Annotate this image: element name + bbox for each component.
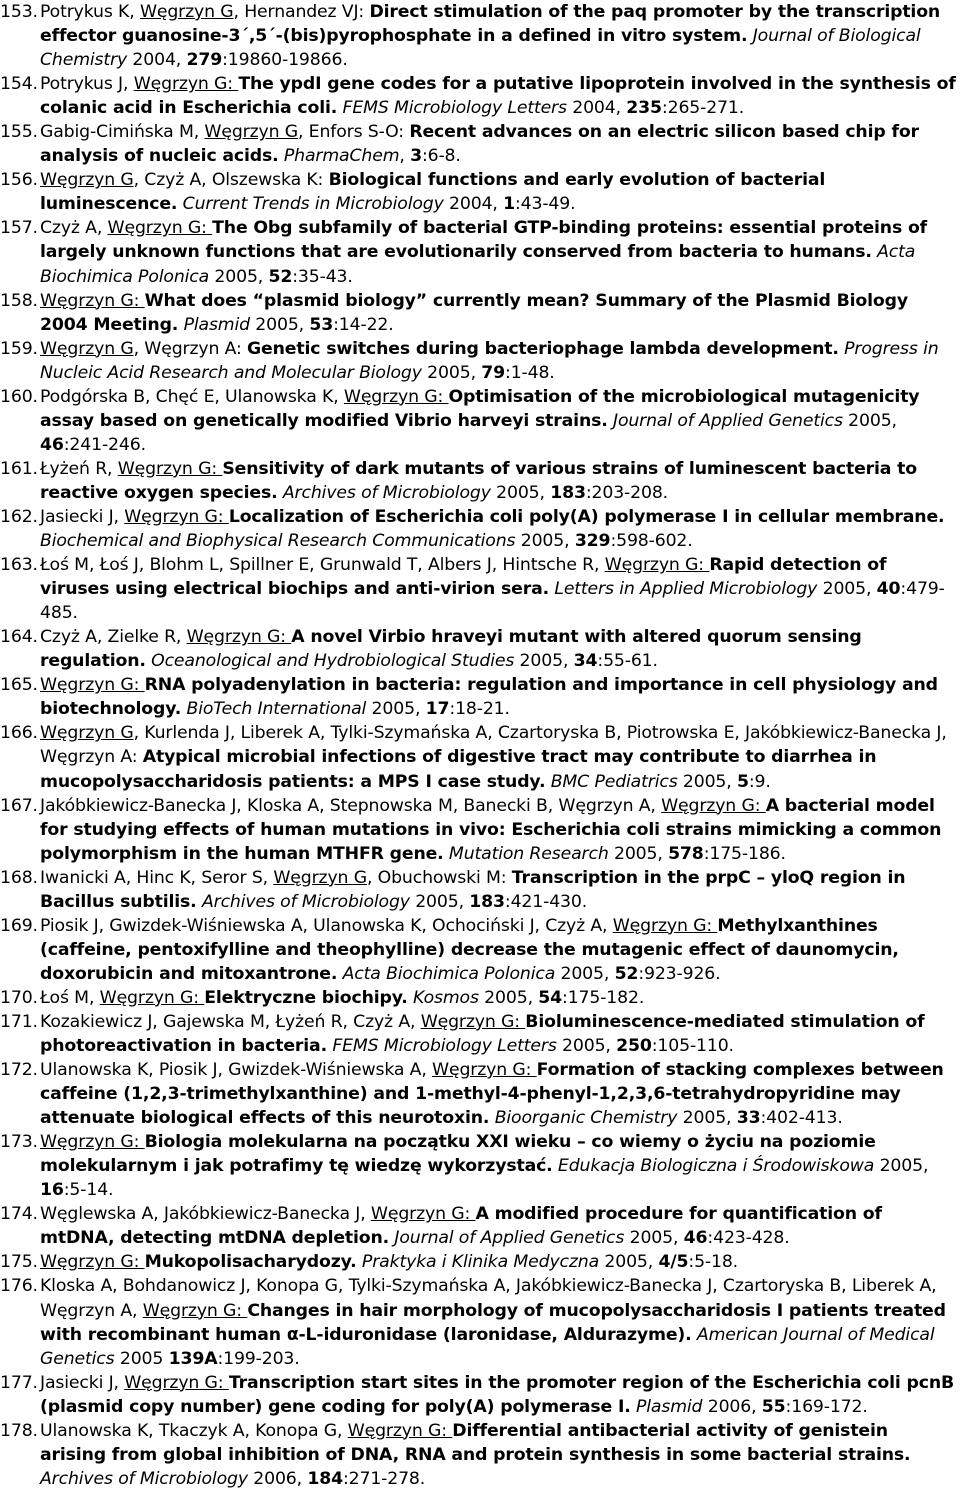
reference-number: 163.	[0, 555, 38, 576]
reference-number: 165.	[0, 675, 38, 696]
reference-number: 161.	[0, 458, 38, 479]
reference-authors-rest: , Czyż A, Olszewska K:	[133, 170, 329, 191]
reference-text	[40, 337, 956, 385]
reference-pages: :43-49.	[514, 194, 576, 215]
reference-year: 2005,	[515, 531, 575, 552]
reference-number: 171.	[0, 1011, 38, 1032]
reference-volume: 53	[309, 314, 334, 335]
reference-year: 2005,	[599, 1252, 659, 1273]
reference-journal: Bioorganic Chemistry	[489, 1108, 678, 1129]
reference-year: 2005,	[421, 362, 482, 383]
reference-year: 2005,	[514, 651, 574, 672]
reference-text	[40, 794, 956, 866]
reference-authors: Jasiecki J,	[40, 506, 125, 527]
reference-journal: Acta Biochimica Polonica	[337, 963, 556, 984]
reference-title: Methylxanthines (caffeine, pentoxifylline and theophylline) decrease the mutagenic effect of daunomycin, doxorubicin and mitoxantrone.	[40, 915, 899, 984]
reference-authors: Kozakiewicz J, Gajewska M, Łyżeń R, Czyż A,	[40, 1011, 421, 1032]
reference-authors-rest: , Enfors S-O:	[298, 122, 410, 143]
reference-authors-rest: , Hernandez VJ:	[233, 2, 370, 22]
reference-item	[0, 1250, 956, 1274]
reference-pages: :55-61.	[597, 651, 658, 672]
reference-number: 170.	[0, 987, 38, 1008]
reference-year: 2005,	[409, 891, 470, 912]
reference-journal: Letters in Applied Microbiology	[549, 579, 818, 600]
reference-authors: Podgórska B, Chęć E, Ulanowska K,	[40, 386, 344, 407]
reference-number: 162.	[0, 506, 38, 527]
reference-pages: :35-43.	[292, 266, 353, 287]
reference-journal: BMC Pediatrics	[545, 771, 678, 792]
reference-title: Mukopolisacharydozy.	[144, 1252, 357, 1273]
reference-title: Elektryczne biochipy.	[204, 987, 408, 1008]
reference-number: 155.	[0, 122, 38, 143]
reference-title: A bacterial model for studying effects of human mutations in vivo: Escherichia coli strains mimicking a common polymorphism in the human MTHFR gene.	[40, 795, 942, 864]
reference-journal: BioTech International	[181, 699, 367, 720]
reference-volume: 16	[40, 1180, 64, 1201]
reference-item	[0, 289, 956, 337]
reference-year: 2005,	[478, 987, 539, 1008]
reference-item	[0, 216, 956, 288]
reference-author-highlighted: Węgrzyn G:	[612, 915, 718, 936]
reference-text	[40, 1130, 956, 1202]
reference-authors: Czyż A, Zielke R,	[40, 627, 187, 648]
reference-journal: Mutation Research	[443, 843, 609, 864]
reference-pages: :175-186.	[703, 843, 786, 864]
reference-text	[40, 457, 956, 505]
reference-pages: :175-182.	[562, 987, 645, 1008]
reference-text	[40, 120, 956, 168]
reference-item	[0, 1419, 956, 1491]
reference-journal: Oceanological and Hydrobiological Studies	[145, 651, 515, 672]
reference-volume: 34	[573, 651, 598, 672]
reference-year: 2004,	[566, 98, 627, 119]
reference-author-highlighted: Węgrzyn G:	[40, 675, 145, 696]
reference-title: Formation of stacking complexes between caffeine (1,2,3-trimethylxanthine) and 1-methyl-4-phenyl-1,2,3,6-tetrahydropyridine may attenuate biological effects of this neurotoxin.	[40, 1060, 944, 1129]
reference-author-highlighted: Węgrzyn G:	[432, 1060, 537, 1081]
reference-volume: 5	[736, 771, 749, 792]
reference-number: 173.	[0, 1132, 38, 1153]
reference-author-highlighted: Węgrzyn G	[204, 122, 298, 143]
reference-volume: 250	[616, 1036, 652, 1057]
reference-authors: Potrykus J,	[40, 74, 134, 95]
reference-pages: :271-278.	[342, 1468, 426, 1489]
reference-title: Rapid detection of viruses using electrical biochips and anti-virion sera.	[40, 555, 887, 600]
reference-journal: Progress in Nucleic Acid Research and Molecular Biology	[40, 338, 939, 383]
reference-title: Bioluminescence-mediated stimulation of photoreactivation in bacteria.	[40, 1011, 925, 1057]
reference-pages: :9.	[748, 771, 771, 792]
reference-pages: :18-21.	[449, 699, 510, 720]
reference-text	[40, 625, 956, 673]
reference-year: 2005,	[555, 963, 615, 984]
reference-volume: 578	[668, 843, 704, 864]
reference-volume: 3	[410, 146, 422, 167]
reference-authors: Ulanowska K, Tkaczyk A, Konopa G,	[40, 1420, 348, 1441]
reference-text	[40, 1371, 956, 1419]
reference-text	[40, 289, 956, 337]
reference-year: 2005	[114, 1348, 169, 1369]
reference-item	[0, 385, 956, 457]
reference-authors: Ulanowska K, Piosik J, Gwizdek-Wiśniewska A,	[40, 1060, 433, 1081]
reference-title: Changes in hair morphology of mucopolysaccharidosis I patients treated with recombinant human α-L-iduronidase (laronidase, Aldurazyme).	[40, 1300, 946, 1345]
reference-title: RNA polyadenylation in bacteria: regulation and importance in cell physiology and biotechnology.	[40, 675, 938, 720]
reference-author-highlighted: Węgrzyn G:	[107, 218, 213, 239]
reference-year: 2004,	[127, 50, 187, 71]
reference-author-highlighted: Węgrzyn G:	[117, 458, 223, 479]
reference-number: 164.	[0, 627, 38, 648]
reference-number: 154.	[0, 74, 38, 95]
reference-volume: 54	[538, 987, 563, 1008]
reference-text	[40, 0, 956, 72]
reference-text	[40, 914, 956, 986]
reference-journal: Acta Biochimica Polonica	[40, 242, 916, 287]
reference-title: What does “plasmid biology” currently mean? Summary of the Plasmid Biology 2004 Meeting.	[40, 290, 908, 335]
reference-pages: :421-430.	[504, 891, 588, 912]
reference-year: 2005,	[366, 699, 426, 720]
reference-number: 172.	[0, 1060, 38, 1081]
reference-volume: 52	[614, 963, 639, 984]
reference-title: The Obg subfamily of bacterial GTP-binding proteins: essential proteins of largely unknown functions that are evolutionarily conserved from bacteria to humans.	[40, 218, 928, 263]
reference-text	[40, 1274, 956, 1370]
reference-volume: 139A	[168, 1348, 218, 1369]
reference-number: 168.	[0, 867, 38, 888]
reference-title: Localization of Escherichia coli poly(A) polymerase I in cellular membrane.	[228, 506, 945, 527]
reference-pages: :479-485.	[40, 579, 945, 624]
reference-year: 2005,	[817, 579, 877, 600]
reference-journal: Plasmid	[630, 1396, 703, 1417]
reference-item	[0, 505, 956, 553]
reference-year: 2005,	[677, 1108, 737, 1129]
reference-title: Direct stimulation of the paq promoter by the transcription effector guanosine-3´,5´-(bis)pyrophosphate in a defined in vitro system.	[40, 2, 941, 47]
reference-title: Biologia molekularna na początku XXI wieku – co wiemy o życiu na poziomie molekularnym i jak potrafimy tę wiedzę wykorzystać.	[40, 1132, 876, 1177]
reference-text	[40, 1250, 956, 1274]
reference-text	[40, 72, 956, 120]
reference-number: 175.	[0, 1252, 38, 1273]
reference-text	[40, 721, 956, 793]
reference-title: Transcription start sites in the promoter region of the Escherichia coli pcnB (plasmid copy number) gene coding for poly(A) polymerase I.	[40, 1372, 955, 1417]
reference-pages: :5-18.	[688, 1252, 739, 1273]
reference-number: 157.	[0, 218, 38, 239]
reference-number: 176.	[0, 1276, 38, 1297]
reference-authors-rest: , Węgrzyn A:	[133, 338, 248, 359]
reference-journal: Current Trends in Microbiology	[177, 194, 444, 215]
reference-text	[40, 1010, 956, 1058]
reference-item	[0, 1010, 956, 1058]
reference-pages: :6-8.	[421, 146, 461, 167]
reference-item	[0, 1058, 956, 1130]
reference-text	[40, 168, 956, 216]
reference-title: A modified procedure for quantification of mtDNA, detecting mtDNA depletion.	[40, 1204, 882, 1249]
reference-volume: 4/5	[658, 1252, 689, 1273]
reference-author-highlighted: Węgrzyn G	[40, 170, 134, 191]
reference-volume: 79	[481, 362, 506, 383]
reference-item	[0, 72, 956, 120]
reference-number: 178.	[0, 1420, 38, 1441]
reference-journal: PharmaChem	[278, 146, 400, 167]
reference-authors: Gabig-Cimińska M,	[40, 122, 205, 143]
reference-text	[40, 866, 956, 914]
reference-pages: :1-48.	[505, 362, 555, 383]
reference-pages: :923-926.	[638, 963, 721, 984]
reference-journal: FEMS Microbiology Letters	[327, 1036, 557, 1057]
reference-author-highlighted: Węgrzyn G	[139, 2, 234, 22]
reference-journal: Biochemical and Biophysical Research Communications	[40, 531, 516, 552]
reference-item	[0, 337, 956, 385]
reference-text	[40, 216, 956, 288]
reference-volume: 55	[761, 1396, 786, 1417]
reference-year: 2006,	[702, 1396, 762, 1417]
reference-authors: Czyż A,	[40, 218, 108, 239]
reference-text	[40, 1202, 956, 1250]
reference-volume: 52	[268, 266, 293, 287]
reference-author-highlighted: Węgrzyn G:	[99, 987, 205, 1008]
reference-pages: :598-602.	[610, 531, 693, 552]
reference-item	[0, 168, 956, 216]
reference-author-highlighted: Węgrzyn G:	[370, 1204, 476, 1225]
reference-authors: Piosik J, Gwizdek-Wiśniewska A, Ulanowska K, Ochociński J, Czyż A,	[40, 915, 613, 936]
reference-year: 2004,	[443, 194, 504, 215]
reference-number: 156.	[0, 170, 38, 191]
reference-journal: Archives of Microbiology	[277, 482, 491, 503]
reference-journal: Plasmid	[178, 314, 250, 335]
reference-volume: 46	[40, 434, 64, 455]
reference-year: 2005,	[490, 482, 551, 503]
reference-author-highlighted: Węgrzyn G:	[40, 290, 145, 311]
reference-journal: Kosmos	[407, 987, 479, 1008]
reference-pages: :203-208.	[585, 482, 669, 503]
reference-item	[0, 553, 956, 625]
reference-authors: Iwanicki A, Hinc K, Seror S,	[40, 867, 274, 888]
reference-number: 174.	[0, 1204, 38, 1225]
reference-journal: FEMS Microbiology Letters	[337, 98, 567, 119]
reference-pages: :265-271.	[661, 98, 745, 119]
reference-text	[40, 673, 956, 721]
reference-item	[0, 1274, 956, 1370]
reference-year: ,	[399, 146, 411, 167]
reference-title: Differential antibacterial activity of genistein arising from global inhibition of DNA, RNA and protein synthesis in some bacterial strains.	[40, 1420, 911, 1465]
reference-pages: :402-413.	[760, 1108, 843, 1129]
reference-number: 153.	[0, 2, 38, 22]
reference-volume: 17	[425, 699, 450, 720]
reference-pages: :5-14.	[63, 1180, 114, 1201]
reference-item	[0, 1130, 956, 1202]
reference-number: 167.	[0, 795, 38, 816]
reference-author-highlighted: Węgrzyn G:	[40, 1252, 145, 1273]
reference-pages: :241-246.	[63, 434, 146, 455]
reference-author-highlighted: Węgrzyn G:	[604, 555, 710, 576]
reference-title: Optimisation of the microbiological mutagenicity assay based on genetically modified Vibrio harveyi strains.	[40, 386, 920, 431]
reference-authors: Łoś M,	[40, 987, 100, 1008]
reference-year: 2005,	[874, 1156, 929, 1177]
reference-author-highlighted: Węgrzyn G	[40, 723, 134, 744]
reference-volume: 329	[574, 531, 611, 552]
reference-title: Sensitivity of dark mutants of various strains of luminescent bacteria to reactive oxygen species.	[40, 458, 918, 503]
reference-pages: :199-203.	[217, 1348, 300, 1369]
reference-number: 177.	[0, 1372, 38, 1393]
reference-author-highlighted: Węgrzyn G:	[40, 1132, 145, 1153]
reference-journal: Archives of Microbiology	[196, 891, 410, 912]
reference-item	[0, 914, 956, 986]
reference-pages: :19860-19866.	[222, 50, 348, 71]
reference-journal: American Journal of Medical Genetics	[40, 1324, 935, 1369]
reference-pages: :169-172.	[785, 1396, 868, 1417]
reference-item	[0, 457, 956, 505]
reference-item	[0, 986, 956, 1010]
reference-pages: :14-22.	[333, 314, 394, 335]
reference-number: 159.	[0, 338, 38, 359]
reference-item	[0, 794, 956, 866]
reference-journal: Journal of Biological Chemistry	[40, 26, 921, 71]
reference-text	[40, 505, 956, 553]
reference-item	[0, 1202, 956, 1250]
reference-title: Recent advances on an electric silicon based chip for analysis of nucleic acids.	[40, 122, 919, 167]
reference-year: 2005,	[677, 771, 737, 792]
reference-journal: Journal of Applied Genetics	[389, 1228, 625, 1249]
reference-author-highlighted: Węgrzyn G:	[347, 1420, 453, 1441]
reference-title: Biological functions and early evolution of bacterial luminescence.	[40, 170, 826, 215]
reference-pages: :423-428.	[707, 1228, 790, 1249]
reference-item	[0, 625, 956, 673]
reference-authors: Węglewska A, Jakóbkiewicz-Banecka J,	[40, 1204, 371, 1225]
reference-journal: Praktyka i Klinika Medyczna	[356, 1252, 600, 1273]
reference-title: Genetic switches during bacteriophage lambda development.	[247, 338, 839, 359]
reference-title: Transcription in the prpC – yloQ region in Bacillus subtilis.	[40, 867, 906, 912]
reference-number: 158.	[0, 290, 38, 311]
reference-author-highlighted: Węgrzyn G:	[133, 74, 239, 95]
reference-title: The ypdI gene codes for a putative lipoprotein involved in the synthesis of colanic acid in Escherichia coli.	[40, 74, 956, 119]
reference-journal: Archives of Microbiology	[40, 1468, 248, 1489]
reference-year: 2005,	[842, 410, 897, 431]
reference-year: 2005,	[624, 1228, 684, 1249]
reference-year: 2006,	[247, 1468, 308, 1489]
reference-year: 2005,	[209, 266, 269, 287]
reference-volume: 183	[550, 482, 586, 503]
reference-journal: Journal of Applied Genetics	[607, 410, 843, 431]
reference-author-highlighted: Węgrzyn G:	[142, 1300, 248, 1321]
reference-text	[40, 385, 956, 457]
reference-authors-rest: , Obuchowski M:	[366, 867, 512, 888]
reference-item	[0, 120, 956, 168]
reference-authors: Kloska A, Bohdanowicz J, Konopa G, Tylki-Szymańska A, Jakóbkiewicz-Banecka J, Czartoryska B, Liberek A, Węgrzyn A,	[40, 1276, 937, 1321]
reference-author-highlighted: Węgrzyn G:	[661, 795, 766, 816]
reference-author-highlighted: Węgrzyn G:	[186, 627, 292, 648]
reference-item	[0, 1371, 956, 1419]
reference-text	[40, 1058, 956, 1130]
reference-author-highlighted: Węgrzyn G:	[343, 386, 449, 407]
reference-number: 169.	[0, 915, 38, 936]
reference-author-highlighted: Węgrzyn G:	[124, 1372, 229, 1393]
reference-authors: Jasiecki J,	[40, 1372, 125, 1393]
reference-volume: 183	[469, 891, 505, 912]
reference-journal: Edukacja Biologiczna i Środowiskowa	[552, 1156, 875, 1177]
reference-volume: 40	[876, 579, 901, 600]
reference-title: Atypical microbial infections of digestive tract may contribute to diarrhea in mucopolysaccharidosis patients: a MPS I case study.	[40, 747, 877, 792]
reference-text	[40, 553, 956, 625]
reference-pages: :105-110.	[651, 1036, 734, 1057]
reference-author-highlighted: Węgrzyn G	[273, 867, 367, 888]
reference-author-highlighted: Węgrzyn G:	[420, 1011, 526, 1032]
reference-volume: 279	[186, 50, 223, 71]
reference-volume: 184	[307, 1468, 343, 1489]
reference-volume: 33	[736, 1108, 761, 1129]
reference-authors: Łoś M, Łoś J, Blohm L, Spillner E, Grunwald T, Albers J, Hintsche R,	[40, 555, 605, 576]
reference-text	[40, 1419, 956, 1491]
reference-volume: 235	[626, 98, 662, 119]
reference-authors: Jakóbkiewicz-Banecka J, Kloska A, Stepnowska M, Banecki B, Węgrzyn A,	[40, 795, 662, 816]
reference-item	[0, 0, 956, 72]
reference-volume: 46	[683, 1228, 708, 1249]
reference-number: 166.	[0, 723, 38, 744]
reference-authors: Potrykus K,	[40, 2, 140, 22]
reference-text	[40, 986, 956, 1010]
reference-item	[0, 673, 956, 721]
reference-year: 2005,	[249, 314, 310, 335]
reference-year: 2005,	[608, 843, 669, 864]
reference-volume: 1	[503, 194, 515, 215]
reference-title: A novel Virbio hraveyi mutant with altered quorum sensing regulation.	[40, 627, 862, 672]
reference-number: 160.	[0, 386, 38, 407]
reference-item	[0, 721, 956, 793]
reference-item	[0, 866, 956, 914]
reference-authors: Łyżeń R,	[40, 458, 118, 479]
reference-year: 2005,	[556, 1036, 617, 1057]
reference-authors-rest: , Kurlenda J, Liberek A, Tylki-Szymańska A, Czartoryska B, Piotrowska E, Jakóbkiewicz-Banecka J, Węgrzyn A:	[40, 723, 947, 768]
reference-author-highlighted: Węgrzyn G	[40, 338, 134, 359]
reference-author-highlighted: Węgrzyn G:	[124, 506, 229, 527]
